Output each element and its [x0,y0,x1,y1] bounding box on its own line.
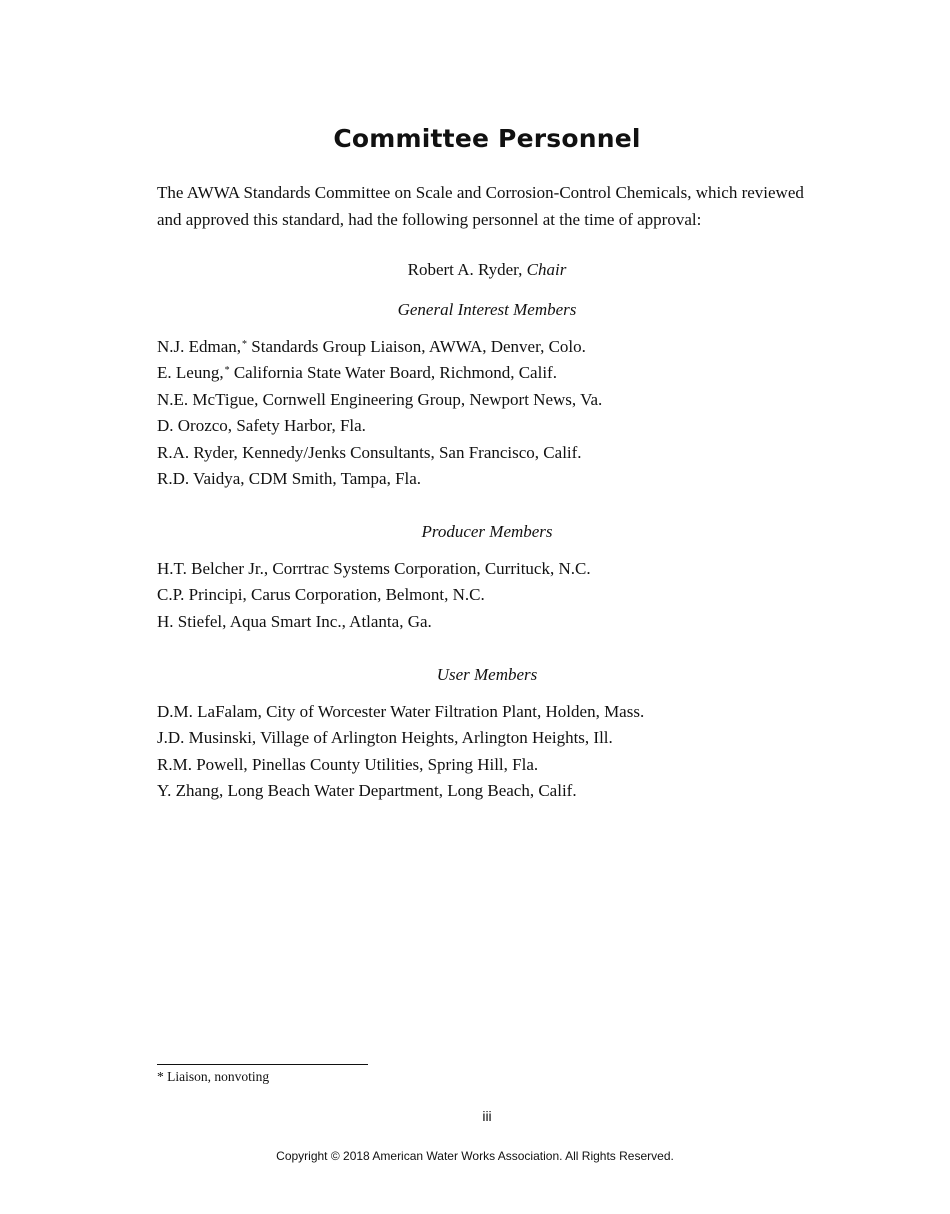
intro-paragraph: The AWWA Standards Committee on Scale and Corrosion-Control Chemicals, which reviewed and approved this standard, had the following personnel at the time of approval: [157,183,804,229]
copyright-notice: Copyright © 2018 American Water Works Association. All Rights Reserved. [276,1149,674,1163]
footnote-marker: * [224,365,230,377]
list-item [157,556,857,582]
member-name: R.D. Vaidya, [157,469,245,489]
member-name: C.P. Principi, [157,585,247,605]
list-item [157,609,857,635]
list-item [157,778,857,804]
member-detail: Long Beach Water Department, Long Beach, Calif. [223,781,577,801]
list-item [157,334,857,360]
member-detail: Corrtrac Systems Corporation, Currituck, N.C. [268,559,591,578]
member-name: E. Leung, [157,363,224,383]
member-detail: Aqua Smart Inc., Atlanta, Ga. [226,611,432,631]
chair-role: Chair [526,260,567,279]
member-detail: Standards Group Liaison, AWWA, Denver, Colo. [247,337,586,356]
member-name: R.A. Ryder, [157,442,238,462]
footnote-marker: * [242,339,248,350]
page-number: iii [482,1108,492,1124]
member-detail: Safety Harbor, Fla. [232,416,366,436]
list-user [157,699,857,805]
list-item [157,582,857,608]
list-item [157,360,857,386]
member-name: H.T. Belcher Jr., [157,559,269,578]
list-item [157,440,857,466]
member-detail: Carus Corporation, Belmont, N.C. [246,585,485,605]
chair-name: Robert A. Ryder, [407,260,527,279]
member-detail: Cornwell Engineering Group, Newport News, Va. [258,389,603,409]
member-name: R.M. Powell, [157,754,248,774]
member-detail: CDM Smith, Tampa, Fla. [244,469,422,489]
member-name: D. Orozco, [157,416,233,436]
list-item [157,699,857,725]
footnote-rule [157,1064,368,1065]
footnote: * Liaison, nonvoting [157,1069,270,1084]
list-producer [157,556,857,635]
list-item [157,725,857,751]
heading-general-interest: General Interest Members [397,300,577,319]
member-name: D.M. LaFalam, [157,702,262,721]
member-detail: City of Worcester Water Filtration Plant, Holden, Mass. [261,702,645,721]
list-item [157,387,857,413]
member-detail: Village of Arlington Heights, Arlington Heights, Ill. [256,728,613,748]
member-detail: Kennedy/Jenks Consultants, San Francisco, Calif. [237,442,582,462]
chair-line [0,260,950,280]
member-name: N.J. Edman, [157,337,242,356]
heading-producer: Producer Members [421,522,553,541]
heading-user: User Members [436,665,538,684]
list-general-interest [157,334,857,492]
member-name: H. Stiefel, [157,611,227,631]
member-detail: California State Water Board, Richmond, Calif. [229,363,557,383]
list-item [157,413,857,439]
member-name: J.D. Musinski, [157,728,257,748]
member-detail: Pinellas County Utilities, Spring Hill, Fla. [247,754,539,774]
list-item [157,752,857,778]
page-title: Committee Personnel [333,124,641,153]
list-item [157,466,857,492]
member-name: N.E. McTigue, [157,389,259,409]
member-name: Y. Zhang, [157,781,224,801]
